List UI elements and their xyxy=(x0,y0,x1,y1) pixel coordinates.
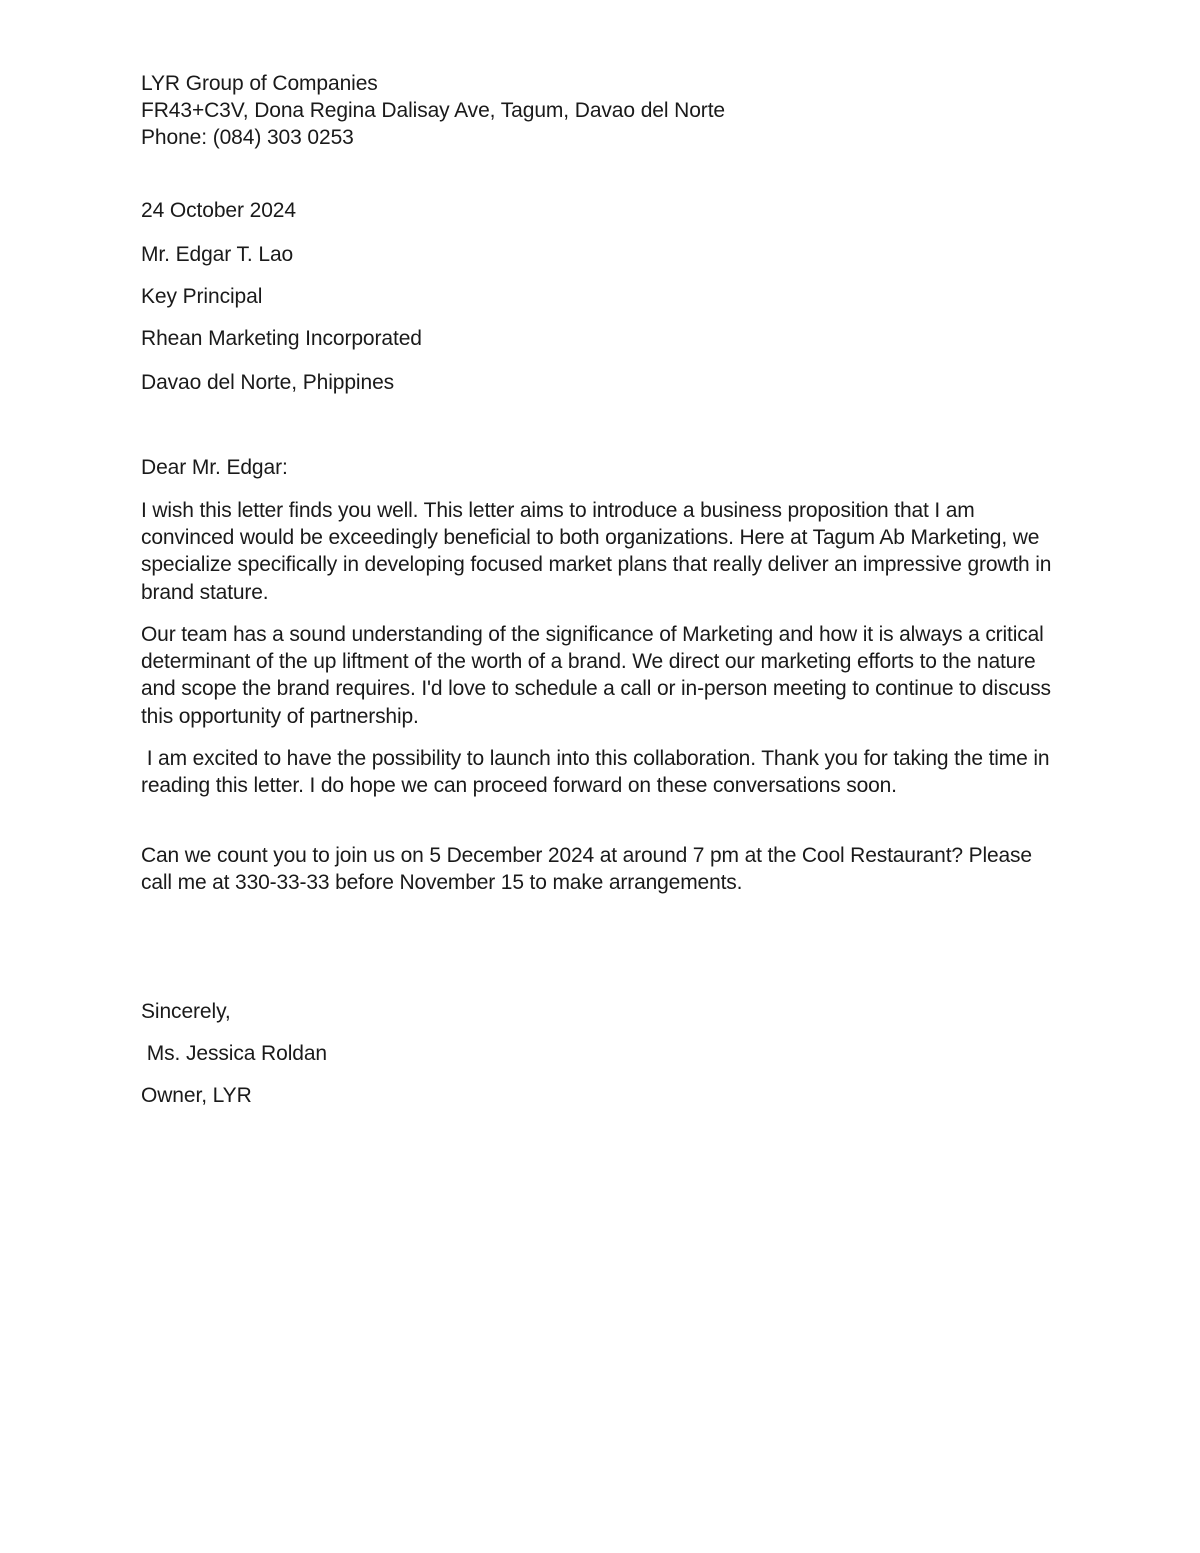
recipient-company: Rhean Marketing Incorporated xyxy=(141,327,422,350)
signer-name: Ms. Jessica Roldan xyxy=(141,1042,328,1065)
body-paragraph-4: Can we count you to join us on 5 December 2024 at around 7 pm at the Cool Restaurant? Please call me at 330-33-33 before November 15 to make arrangements. xyxy=(141,844,1032,895)
body-paragraph-3: I am excited to have the possibility to launch into this collaboration. Thank you for taking the time in reading this letter. I do hope we can proceed forward on these conversations soon. xyxy=(141,747,1056,798)
recipient-name: Mr. Edgar T. Lao xyxy=(141,243,294,266)
body-paragraph-1: I wish this letter finds you well. This letter aims to introduce a business proposition that I am convinced would be exceedingly beneficial to both organizations. Here at Tagum Ab Marketing, we specialize specifically in developing focused market plans that really deliver an impressive growth in brand stature. xyxy=(141,499,1052,604)
salutation: Dear Mr. Edgar: xyxy=(141,456,288,479)
sender-address: FR43+C3V, Dona Regina Dalisay Ave, Tagum, Davao del Norte xyxy=(141,99,726,122)
letter-date: 24 October 2024 xyxy=(141,199,296,222)
valediction: Sincerely, xyxy=(141,1000,231,1023)
recipient-title: Key Principal xyxy=(141,285,263,308)
signer-title: Owner, LYR xyxy=(141,1084,252,1107)
recipient-location: Davao del Norte, Phippines xyxy=(141,371,395,394)
sender-phone: Phone: (084) 303 0253 xyxy=(141,126,354,149)
sender-company: LYR Group of Companies xyxy=(141,72,378,95)
body-paragraph-2: Our team has a sound understanding of the significance of Marketing and how it is always a critical determinant of the up liftment of the worth of a brand. We direct our marketing efforts to the nature and scope the brand requires. I'd love to schedule a call or in-person meeting to continue to discuss this opportunity of partnership. xyxy=(141,623,1051,728)
